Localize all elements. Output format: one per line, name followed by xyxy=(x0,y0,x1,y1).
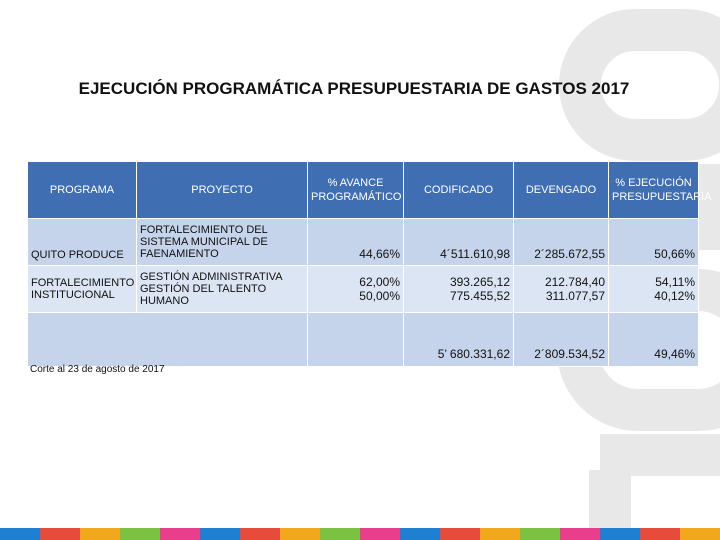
color-stripe-segment xyxy=(0,528,40,540)
cell-avance-line-1: 62,00% xyxy=(359,275,400,289)
cell-devengado-line-2: 311.077,57 xyxy=(545,289,605,303)
cell-ejecucion xyxy=(609,266,699,313)
cutoff-note: Corte al 23 de agosto de 2017 xyxy=(30,364,165,375)
cell-devengado-line-1: 212.784,40 xyxy=(544,275,605,289)
cell-programa: FORTALECIMIENTO INSTITUCIONAL xyxy=(28,266,137,313)
color-stripe-segment xyxy=(480,528,520,540)
cell-codificado-line-1: 393.265,12 xyxy=(449,275,510,289)
header-avance: % AVANCE PROGRAMÁTICO xyxy=(308,162,404,219)
total-ejecucion: 49,46% xyxy=(609,313,699,367)
cell-ejecucion-line-2: 40,12% xyxy=(654,289,695,303)
color-stripe-segment xyxy=(640,528,680,540)
cell-ejecucion: 50,66% xyxy=(609,219,699,266)
total-devengado: 2´809.534,52 xyxy=(514,313,609,367)
color-stripe-segment xyxy=(280,528,320,540)
color-stripe-segment xyxy=(560,528,600,540)
cell-total-avance-empty xyxy=(308,313,404,367)
cell-codificado-line-2: 775.455,52 xyxy=(449,289,510,303)
cell-proyecto: FORTALECIMIENTO DEL SISTEMA MUNICIPAL DE FAENAMIENTO xyxy=(137,219,308,266)
color-stripe-segment xyxy=(240,528,280,540)
header-devengado: DEVENGADO xyxy=(514,162,609,219)
color-stripe-segment xyxy=(160,528,200,540)
color-stripe-bar xyxy=(0,528,720,540)
color-stripe-segment xyxy=(600,528,640,540)
color-stripe-segment xyxy=(40,528,80,540)
cell-proyecto xyxy=(137,266,308,313)
total-codificado: 5’ 680.331,62 xyxy=(404,313,514,367)
cell-avance-line-2: 50,00% xyxy=(359,289,400,303)
color-stripe-segment xyxy=(120,528,160,540)
color-stripe-segment xyxy=(320,528,360,540)
table-header-row xyxy=(28,162,699,219)
table-total-row xyxy=(28,313,699,367)
header-proyecto: PROYECTO xyxy=(137,162,308,219)
cell-codificado: 4´511.610,98 xyxy=(404,219,514,266)
color-stripe-segment xyxy=(400,528,440,540)
cell-avance xyxy=(308,266,404,313)
cell-total-empty xyxy=(28,313,308,367)
cell-devengado xyxy=(514,266,609,313)
page-title: EJECUCIÓN PROGRAMÁTICA PRESUPUESTARIA DE GASTOS 2017 xyxy=(78,79,630,98)
cell-avance: 44,66% xyxy=(308,219,404,266)
color-stripe-segment xyxy=(520,528,560,540)
table-row xyxy=(28,219,699,266)
color-stripe-segment xyxy=(80,528,120,540)
cell-ejecucion-line-1: 54,11% xyxy=(655,275,695,289)
color-stripe-segment xyxy=(360,528,400,540)
budget-table xyxy=(27,161,712,367)
cell-proyecto-line-1: GESTIÓN ADMINISTRATIVA xyxy=(140,271,283,283)
cell-devengado: 2´285.672,55 xyxy=(514,219,609,266)
table-row xyxy=(28,266,699,313)
cell-programa: QUITO PRODUCE xyxy=(28,219,137,266)
cell-proyecto-line-2: GESTIÓN DEL TALENTO HUMANO xyxy=(140,283,267,307)
header-ejecucion: % EJECUCIÓN PRESUPUESTARIA xyxy=(609,162,699,219)
header-codificado: CODIFICADO xyxy=(404,162,514,219)
color-stripe-segment xyxy=(440,528,480,540)
header-programa: PROGRAMA xyxy=(28,162,137,219)
color-stripe-segment xyxy=(200,528,240,540)
color-stripe-segment xyxy=(680,528,720,540)
cell-codificado xyxy=(404,266,514,313)
